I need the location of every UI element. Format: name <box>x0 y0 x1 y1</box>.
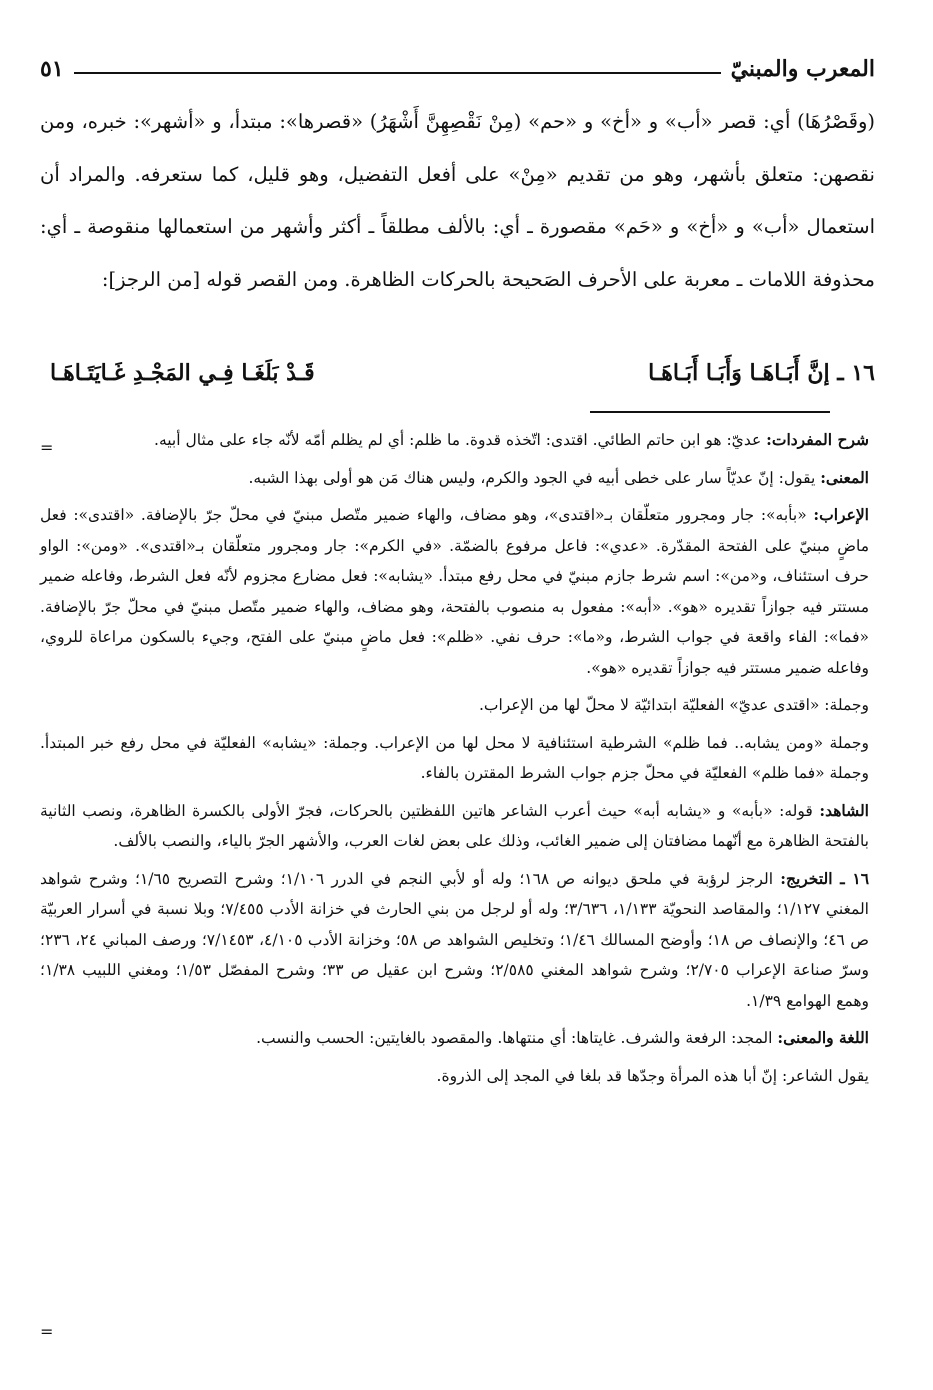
main-paragraph: (وقَصْرُهَا) أي: قصر «أب» و «أخ» و «حم» (مِنْ نَقْصِهِنَّ أَشْهَرُ) «قصرها»: مبتدأ، و «أشهر»: خبره، ومن نقصهن: متعلق بأشهر، وهو من تقديم «مِنْ» على أفعل التفضيل، وهو قليل، كما ستعرفه. والمراد أن استعمال «أب» و «أخ» و «حَم» مقصورة ـ أي: بالألف مطلقاً ـ أكثر وأشهر من استعمالها منقوصة ـ أي: محذوفة اللامات ـ معربة على الأحرف الصَحيحة بالحركات الظاهرة. ومن القصر قوله [من الرجز]: <box>40 110 875 291</box>
takhrij-text: الرجز لرؤبة في ملحق ديوانه ص ١٦٨؛ وله أو لأبي النجم في الدرر ١/١٠٦؛ وشرح التصريح ١/٦٥؛ وشرح شواهد المغني ١/١٢٧؛ والمقاصد النحويّة ١/١٣٣، ٣/٦٣٦؛ وله أو لرجل من بني الحارث في خزانة الأدب ٧/٤٥٥؛ وبلا نسبة في أسرار العربيّة ص ٤٦؛ والإنصاف ص ١٨؛ وأوضح المسالك ١/٤٦؛ وتخليص الشواهد ص ٥٨؛ وخزانة الأدب ٤/١٠٥، ٧/١٤٥٣؛ ورصف المباني ٢٤، ٢٣٦؛ وسرّ صناعة الإعراب ٢/٧٠٥؛ وشرح شواهد المغني ٢/٥٨٥؛ وشرح ابن عقيل ص ٣٣؛ وشرح المفصّل ١/٥٣؛ ومغني اللبيب ١/٣٨؛ وهمع الهوامع ١/٣٩. <box>40 869 869 1010</box>
vocabulary-label: شرح المفردات: <box>766 430 869 449</box>
header-rule <box>74 72 721 74</box>
takhrij-label: ١٦ ـ التخريج: <box>780 868 870 888</box>
meaning-text: يقول: إنّ عديّاً سار على خطى أبيه في الجود والكرم، وليس هناك مَن هو أولى بهذا الشبه. <box>248 468 816 487</box>
note-takhrij <box>40 864 869 1017</box>
shahid-text: قوله: «بأبه» و «يشابه أبه» حيث أعرب الشاعر هاتين اللفظتين بالحركات، فجرّ الأولى بالكسرة الظاهرة، ونصب الثانية بالفتحة الظاهرة مع أنّهما مضافتان إلى ضمير الغائب، وذلك على بعض لغات العرب، والأشهر الجرّ بالياء، والنصب بالألف. <box>40 801 869 850</box>
vocabulary-text: عديّ: هو ابن حاتم الطائي. اقتدى: اتّخذه قدوة. ما ظلم: أي لم يظلم أمّه لأنّه جاء على مثال أبيه. <box>154 431 762 449</box>
note-meaning <box>40 463 869 494</box>
verse-line <box>50 348 875 398</box>
note-vocabulary <box>40 425 869 456</box>
note-jumla-1: وجملة: «اقتدى عديّ» الفعليّة ابتدائيّة لا محلّ لها من الإعراب. <box>478 696 869 714</box>
continuation-mark-bottom: = <box>40 1322 54 1341</box>
note-lugha <box>40 1023 869 1054</box>
footnote-divider <box>590 411 830 413</box>
footnotes <box>40 425 869 1098</box>
page-number: ٥١ <box>40 56 64 82</box>
verse-first-hemistich: ١٦ ـ إنَّ أَبَـاهَـا وَأَبَـا أَبَـاهَـا <box>648 360 875 386</box>
continuation-mark-top: = <box>40 438 54 457</box>
note-jumla-2: وجملة «ومن يشابه.. فما ظلم» الشرطية استئنافية لا محل لها من الإعراب. وجملة: «يشابه» الفعليّة في محل رفع خبر المبتدأ. وجملة «فما ظلم» الفعليّة في محلّ جزم جواب الشرط المقترن بالفاء. <box>40 733 869 782</box>
note-irab <box>40 500 869 683</box>
verse-second-hemistich: قَـدْ بَلَغَـا فِـي المَجْـدِ غَـايَتَـاهَـا <box>50 360 315 386</box>
note-shahid <box>40 796 869 857</box>
shahid-label: الشاهد: <box>819 800 869 820</box>
irab-label: الإعراب: <box>813 505 869 524</box>
main-text <box>40 96 875 306</box>
lugha-label: اللغة والمعنى: <box>777 1028 869 1047</box>
meaning-label: المعنى: <box>820 467 869 487</box>
chapter-title: المعرب والمبنيّ <box>730 56 875 82</box>
lugha-text: المجد: الرفعة والشرف. غايتاها: أي منتهاها. والمقصود بالغايتين: الحسب والنسب. <box>256 1029 773 1047</box>
irab-text: «بأبه»: جار ومجرور متعلّقان بـ«اقتدى»، وهو مضاف، والهاء ضمير متّصل مبنيّ في محلّ جرّ بالإضافة. «اقتدى»: فعل ماضٍ مبنيّ على الفتحة المقدّرة. «عدي»: فاعل مرفوع بالضمّة. «في الكرم»: جار ومجرور متعلّقان بـ«اقتدى». «ومن»: الواو حرف استئناف، و«من»: اسم شرط جازم مبنيّ في محل رفع مبتدأ. «يشابه»: فعل مضارع مجزوم لأنّه فعل الشرط، وفاعله ضمير مستتر فيه جوازاً تقديره «هو». «أبه»: مفعول به منصوب بالفتحة، وهو مضاف، والهاء ضمير متّصل مبنيّ في محلّ جرّ بالإضافة. «فما»: الفاء واقعة في جواب الشرط، و«ما»: حرف نفي. «ظلم»: فعل ماضٍ مبنيّ على الفتح، وجيء بالسكون مراعاة للروي، وفاعله ضمير مستتر فيه جوازاً تقديره «هو». <box>40 506 869 677</box>
note-yaqul: يقول الشاعر: إنّ أبا هذه المرأة وجدّها قد بلغا في المجد إلى الذروة. <box>436 1066 869 1085</box>
running-header <box>40 40 875 80</box>
